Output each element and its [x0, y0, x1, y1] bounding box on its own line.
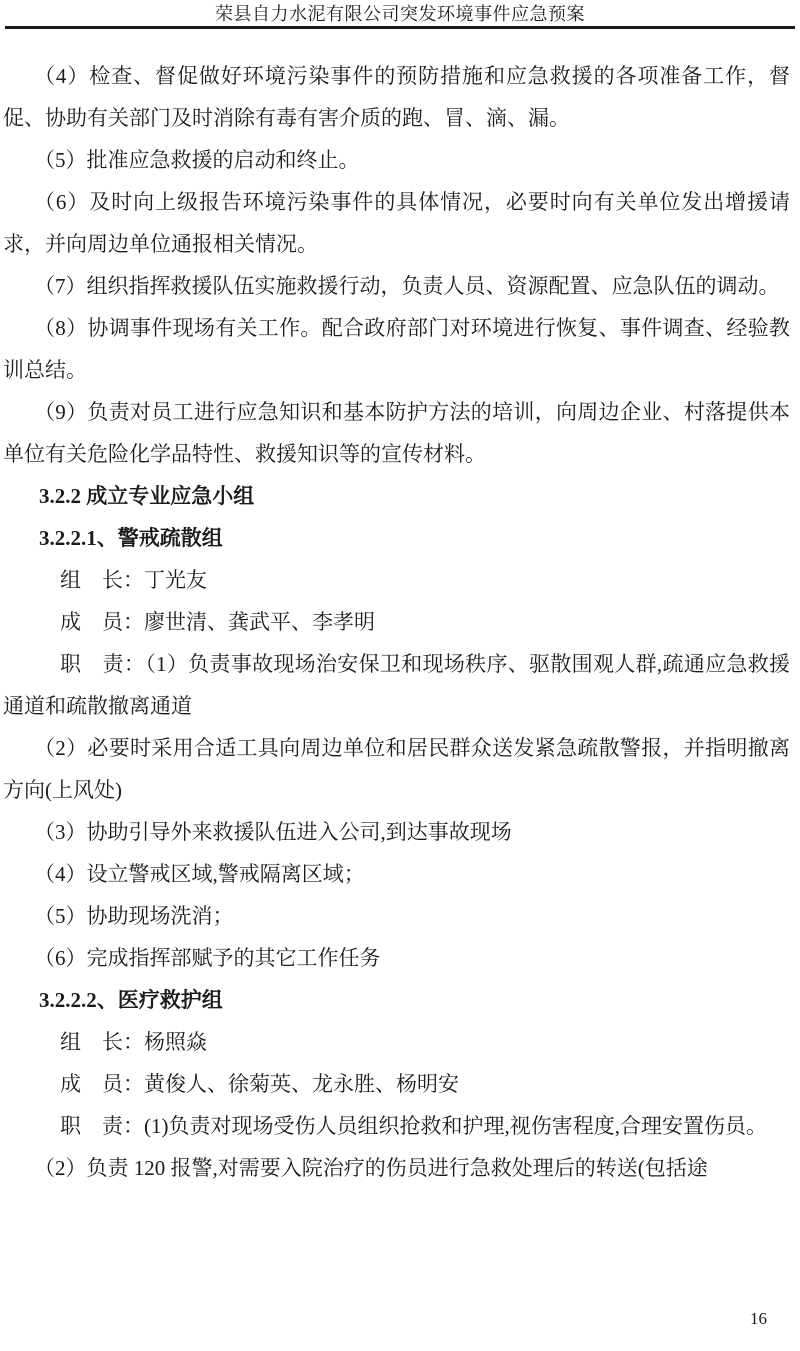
- paragraph: （9）负责对员工进行应急知识和基本防护方法的培训，向周边企业、村落提供本单位有关危险化学品特性、救援知识等的宣传材料。: [3, 400, 790, 466]
- paragraph: 组 长：丁光友: [60, 568, 207, 592]
- paragraph: 职 责：(1)负责对现场受伤人员组织抢救和护理,视伤害程度,合理安置伤员。: [60, 1114, 767, 1138]
- paragraph: （5）批准应急救援的启动和终止。: [34, 148, 360, 172]
- paragraph: （4）检查、督促做好环境污染事件的预防措施和应急救援的各项准备工作，督促、协助有关部门及时消除有毒有害介质的跑、冒、滴、漏。: [3, 64, 790, 130]
- paragraph: （3）协助引导外来救援队伍进入公司,到达事故现场: [34, 820, 512, 844]
- section-heading: 3.2.2.1、警戒疏散组: [39, 526, 223, 550]
- paragraph: （6）完成指挥部赋予的其它工作任务: [34, 946, 381, 970]
- document-body: [0, 29, 800, 1189]
- paragraph: （4）设立警戒区域,警戒隔离区域；: [34, 862, 365, 886]
- paragraph: （6）及时向上级报告环境污染事件的具体情况，必要时向有关单位发出增援请求，并向周边单位通报相关情况。: [3, 190, 790, 256]
- paragraph: 组 长：杨照焱: [60, 1030, 207, 1054]
- paragraph: （5）协助现场洗消；: [34, 904, 234, 928]
- header-title: 荣县自力水泥有限公司突发环境事件应急预案: [215, 4, 585, 24]
- paragraph: （7）组织指挥救援队伍实施救援行动，负责人员、资源配置、应急队伍的调动。: [34, 274, 780, 298]
- page-header: [0, 0, 800, 29]
- section-heading: 3.2.2 成立专业应急小组: [39, 484, 255, 508]
- paragraph: （2）必要时采用合适工具向周边单位和居民群众送发紧急疏散警报，并指明撤离方向(上风处): [3, 736, 790, 802]
- section-heading: 3.2.2.2、医疗救护组: [39, 988, 223, 1012]
- paragraph: 职 责：（1）负责事故现场治安保卫和现场秩序、驱散围观人群,疏通应急救援通道和疏散撤离通道: [3, 652, 790, 718]
- paragraph: 成 员：廖世清、龚武平、李孝明: [60, 610, 375, 634]
- page-number: 16: [750, 1309, 767, 1328]
- paragraph: 成 员：黄俊人、徐菊英、龙永胜、杨明安: [60, 1072, 459, 1096]
- paragraph: （2）负责 120 报警,对需要入院治疗的伤员进行急救处理后的转送(包括途: [34, 1156, 708, 1180]
- paragraph: （8）协调事件现场有关工作。配合政府部门对环境进行恢复、事件调查、经验教训总结。: [3, 316, 790, 382]
